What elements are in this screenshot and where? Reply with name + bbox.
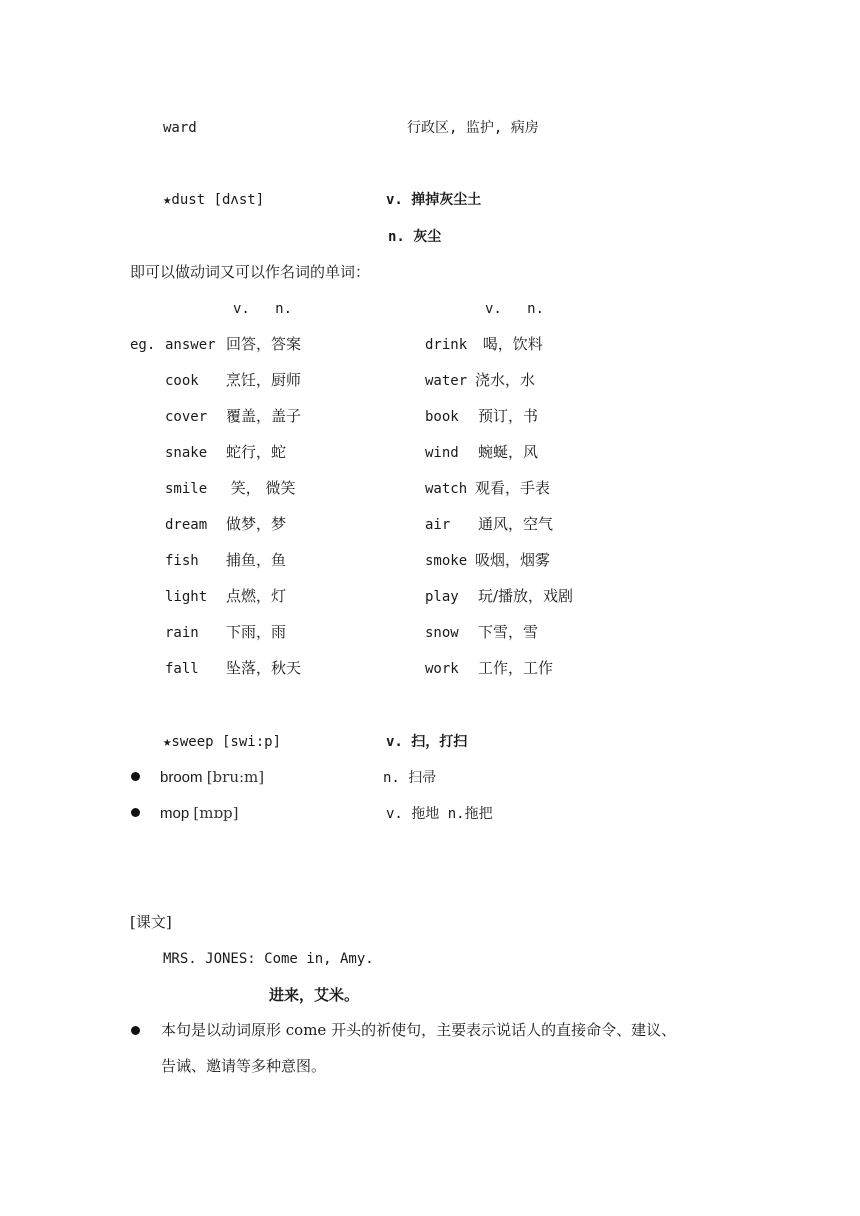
right-column-header: v. n. [485, 301, 545, 317]
list-item-word: snow [425, 625, 459, 641]
bullet-icon [131, 808, 140, 817]
list-item-word: answer [165, 337, 216, 353]
related-word-text: mop [160, 805, 190, 822]
list-item-meaning: 坠落，秋天 [226, 659, 302, 677]
list-item-word: cook [165, 373, 199, 389]
ward-word: ward [163, 120, 197, 136]
list-item-word: cover [165, 409, 208, 425]
list-item-meaning: 浇水，水 [475, 371, 536, 389]
related-word [160, 767, 264, 788]
list-item-meaning: 覆盖，盖子 [226, 407, 302, 425]
list-item-word: fall [165, 661, 199, 677]
list-item-meaning: 蛇行，蛇 [226, 443, 287, 461]
sweep-headword: ★sweep [swi:p] [163, 734, 282, 750]
grammar-note-line-1: 本句是以动词原形 come 开头的祈使句，主要表示说话人的直接命令、建议、 [161, 1021, 677, 1039]
list-item-meaning: 蜿蜒，风 [478, 443, 539, 461]
list-item-meaning: 烹饪，厨师 [226, 371, 302, 389]
related-word-meaning: n. 扫帚 [383, 770, 437, 786]
list-item-meaning: 工作，工作 [478, 659, 554, 677]
list-item-word: snake [165, 445, 208, 461]
list-item-meaning: 做梦，梦 [226, 515, 287, 533]
related-word-phonetic: [bru:m] [206, 768, 265, 786]
list-item-meaning: 预订，书 [478, 407, 539, 425]
dust-verb-meaning: v. 掸掉灰尘土 [386, 192, 482, 208]
related-word-meaning: v. 拖地 n.拖把 [386, 806, 493, 822]
list-item-word: watch [425, 481, 468, 497]
dust-headword: ★dust [dʌst] [163, 192, 265, 208]
bullet-icon [131, 772, 140, 781]
list-item-word: air [425, 517, 451, 533]
list-item-meaning: 吸烟，烟雾 [475, 551, 551, 569]
sweep-meaning: v. 扫，打扫 [386, 734, 468, 750]
left-column-header: v. n. [233, 301, 293, 317]
list-item-meaning: 下雨，雨 [226, 623, 287, 641]
bullet-icon [131, 1026, 140, 1035]
list-item-word: book [425, 409, 459, 425]
related-word-phonetic: [mɒp] [193, 804, 239, 822]
grammar-note-line-2: 告诫、邀请等多种意图。 [161, 1057, 327, 1075]
dust-noun-meaning: n. 灰尘 [388, 229, 442, 245]
list-item-meaning: 笑， 微笑 [226, 479, 296, 497]
list-item-word: water [425, 373, 468, 389]
list-item-meaning: 捕鱼，鱼 [226, 551, 287, 569]
list-item-meaning: 观看，手表 [475, 479, 551, 497]
list-item-meaning: 喝，饮料 [478, 335, 543, 353]
list-item-word: smoke [425, 553, 468, 569]
list-item-meaning: 通风，空气 [478, 515, 554, 533]
list-item-word: dream [165, 517, 208, 533]
dialogue-line-chinese: 进来，艾米。 [269, 986, 360, 1004]
list-item-meaning: 回答，答案 [226, 335, 302, 353]
list-item-word: work [425, 661, 459, 677]
related-word [160, 803, 239, 824]
list-item-meaning: 下雪，雪 [478, 623, 539, 641]
dual-words-intro: 即可以做动词又可以作名词的单词： [130, 263, 371, 281]
list-item-word: smile [165, 481, 208, 497]
list-item-word: rain [165, 625, 199, 641]
list-item-meaning: 点燃，灯 [226, 587, 287, 605]
list-item-word: light [165, 589, 208, 605]
related-word-text: broom [160, 769, 203, 786]
list-item-meaning: 玩/播放，戏剧 [478, 587, 574, 605]
list-item-word: fish [165, 553, 199, 569]
list-item-word: wind [425, 445, 459, 461]
list-item-word: drink [425, 337, 468, 353]
dialogue-line-english: MRS. JONES: Come in, Amy. [163, 951, 374, 967]
ward-meaning: 行政区, 监护, 病房 [407, 120, 539, 136]
text-section-heading: [课文] [130, 913, 172, 931]
eg-label: eg. [130, 337, 156, 353]
list-item-word: play [425, 589, 459, 605]
